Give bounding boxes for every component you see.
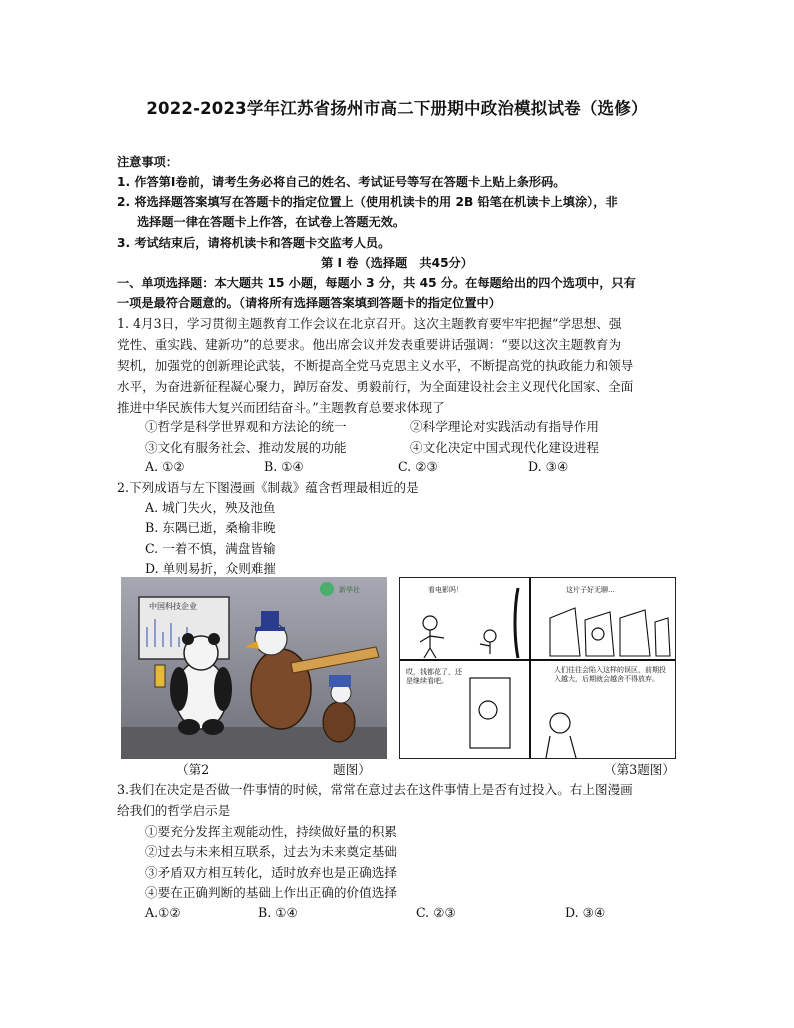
q2-stem: 2.下列成语与左下图漫画《制裁》蕴含哲理最相近的是: [117, 480, 419, 495]
figure-3-panel-1-text: 看电影吗！: [428, 586, 463, 594]
svg-text:新华社: 新华社: [339, 586, 360, 594]
figure-3-panel-3-text: 哎，钱都花了，还是继续看吧。: [406, 668, 462, 685]
q2-option-b: B. 东隅已逝，桑榆非晚: [145, 520, 276, 535]
q1-option-c: C. ②③: [398, 459, 438, 474]
q1-stem-2: 党性、重实践、建新功”的总要求。他出席会议并发表重要讲话强调：“要以这次主题教育为: [117, 337, 622, 352]
figure-3-panel-4-text: 人们往往会陷入这样的误区，前期投入越大，后期就会越舍不得放弃。: [554, 666, 666, 683]
figure-2-caption-right: 题图）: [333, 762, 371, 777]
q3-item-1: ①要充分发挥主观能动性，持续做好量的积累: [145, 824, 397, 839]
figure-3-comic: [399, 577, 676, 759]
q2-option-d: D. 单则易折，众则难摧: [145, 561, 276, 576]
q3-stem-2: 给我们的哲学启示是: [117, 803, 231, 818]
page-title: 2022-2023学年江苏省扬州市高二下册期中政治模拟试卷（选修）: [146, 99, 648, 118]
section-heading: 第 Ⅰ 卷（选择题 共45分）: [321, 256, 473, 270]
q3-option-b: B. ①④: [258, 905, 298, 920]
figure-2-sign: 中国科技企业: [149, 602, 197, 611]
q3-option-c: C. ②③: [416, 905, 456, 920]
notice-heading: 注意事项：: [117, 155, 178, 169]
q3-item-2: ②过去与未来相互联系，过去为未来奠定基础: [145, 844, 397, 859]
q1-item-2: ②科学理论对实践活动有指导作用: [410, 419, 599, 434]
q1-item-3: ③文化有服务社会、推动发展的功能: [145, 440, 347, 455]
q3-item-4: ④要在正确判断的基础上作出正确的价值选择: [145, 885, 397, 900]
q1-stem-5: 推进中华民族伟大复兴而团结奋斗。”主题教育总要求体现了: [117, 400, 445, 415]
q2-option-c: C. 一着不慎，满盘皆输: [145, 541, 276, 556]
sunk-cost-comic-image: [400, 578, 675, 758]
figure-2-cartoon: [121, 577, 387, 759]
q1-item-4: ④文化决定中国式现代化建设进程: [410, 440, 599, 455]
q1-item-1: ①哲学是科学世界观和方法论的统一: [145, 419, 347, 434]
instruction-line-1: 一、单项选择题：本大题共 15 小题，每题小 3 分，共 45 分。在每题给出的四个选项中，只有: [117, 276, 636, 290]
q3-stem-1: 3.我们在决定是否做一件事情的时候，常常在意过去在这件事情上是否有过投入。右上图漫画: [117, 782, 633, 797]
figure-3-caption: （第3题图）: [604, 762, 675, 777]
q1-option-d: D. ③④: [528, 459, 569, 474]
figure-3-panel-2-text: 这片子好无聊…: [566, 586, 615, 594]
notice-item-1: 1. 作答第Ⅰ卷前，请考生务必将自己的姓名、考试证号等写在答题卡上贴上条形码。: [117, 175, 566, 189]
figure-2-caption-left: （第2: [176, 762, 210, 777]
sanctions-cartoon-image: [121, 577, 387, 759]
instruction-line-2: 一项是最符合题意的。（请将所有选择题答案填到答题卡的指定位置中）: [117, 296, 501, 310]
q3-item-3: ③矛盾双方相互转化，适时放弃也是正确选择: [145, 865, 397, 880]
notice-item-3: 3. 考试结束后，请将机读卡和答题卡交监考人员。: [117, 236, 391, 250]
q2-option-a: A. 城门失火，殃及池鱼: [145, 500, 276, 515]
q1-option-b: B. ①④: [264, 459, 304, 474]
q1-stem-4: 水平，为奋进新征程凝心聚力，踔厉奋发、勇毅前行，为全面建设社会主义现代化国家、全面: [117, 379, 634, 394]
q1-stem-3: 契机，加强党的创新理论武装，不断提高全党马克思主义水平，不断提高党的执政能力和领导: [117, 358, 634, 373]
notice-item-2: 2. 将选择题答案填写在答题卡的指定位置上（使用机读卡的用 2B 铅笔在机读卡上填涂），非: [117, 195, 618, 209]
q1-option-a: A. ①②: [145, 459, 185, 474]
q1-stem-1: 1. 4月3日，学习贯彻主题教育工作会议在北京召开。这次主题教育要牢牢把握“学思想、强: [117, 316, 622, 331]
q3-option-d: D. ③④: [565, 905, 606, 920]
notice-item-2-cont: 选择题一律在答题卡上作答，在试卷上答题无效。: [137, 215, 406, 229]
q3-option-a: A.①②: [145, 905, 181, 920]
